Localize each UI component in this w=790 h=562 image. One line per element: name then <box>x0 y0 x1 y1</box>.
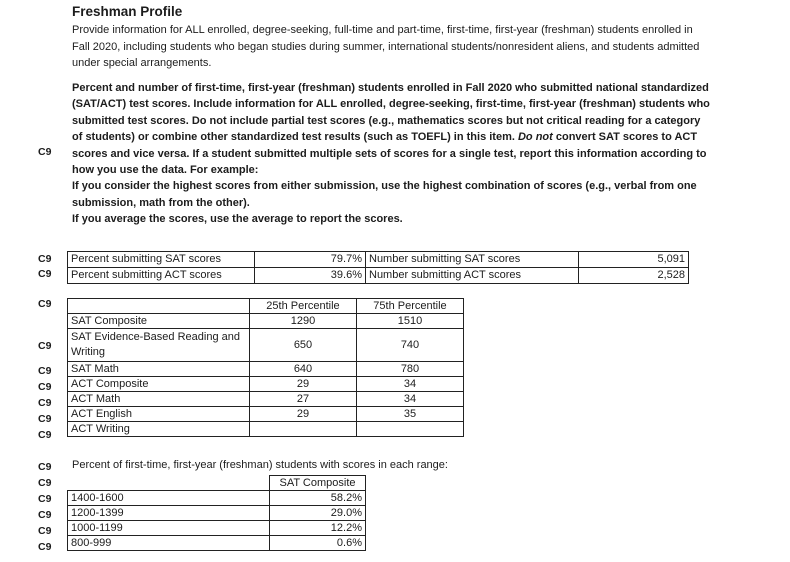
table-row <box>68 392 464 407</box>
submission-number-label: Number submitting ACT scores <box>366 268 579 284</box>
header-25th: 25th Percentile <box>250 299 357 314</box>
range-percent: 0.6% <box>270 536 366 551</box>
table-row <box>68 407 464 422</box>
range-label: 1000-1199 <box>68 521 270 536</box>
score-label: SAT Evidence-Based Reading and Writing <box>68 329 250 362</box>
submission-label: Percent submitting ACT scores <box>68 268 255 284</box>
score-label: SAT Composite <box>68 314 250 329</box>
header-75th: 75th Percentile <box>357 299 464 314</box>
score-25th: 29 <box>250 377 357 392</box>
table-row <box>68 268 689 284</box>
score-label: ACT Composite <box>68 377 250 392</box>
item-code: C9 <box>38 477 52 489</box>
item-code: C9 <box>38 146 52 158</box>
score-label: ACT Math <box>68 392 250 407</box>
submission-number-label: Number submitting SAT scores <box>366 252 579 268</box>
range-caption: Percent of first-time, first-year (freshman) students with scores in each range: <box>72 459 448 471</box>
score-75th: 740 <box>357 329 464 362</box>
instructions-block <box>72 80 712 228</box>
instructions-paragraph-1: Percent and number of first-time, first-year (freshman) students enrolled in Fall 2020 who submitted national standardized (SAT/ACT) test scores. Include information for ALL enrolled, degree-seeking, first-time, first-year (freshman) students who submitted test scores. Do not include partial test scores (e.g., mathematics scores but not critical reading for a category of students) or combine other standardized test results (such as TOEFL) in this item. Do not convert SAT scores to ACT scores and vice versa. If a student submitted multiple sets of scores for a single test, report this information according to how you use the data. For example: <box>72 82 710 177</box>
score-75th: 34 <box>357 377 464 392</box>
submission-percent: 39.6% <box>255 268 366 284</box>
item-code: C9 <box>38 365 52 377</box>
table-header-row <box>68 299 464 314</box>
score-25th: 650 <box>250 329 357 362</box>
range-percent: 12.2% <box>270 521 366 536</box>
score-25th: 1290 <box>250 314 357 329</box>
percentile-table <box>67 298 464 437</box>
item-code: C9 <box>38 429 52 441</box>
table-row <box>68 422 464 437</box>
submission-number: 2,528 <box>579 268 689 284</box>
item-code: C9 <box>38 381 52 393</box>
score-25th: 29 <box>250 407 357 422</box>
range-label: 1200-1399 <box>68 506 270 521</box>
instructions-paragraph-2: If you consider the highest scores from either submission, use the highest combination of scores (e.g., verbal from one submission, math from the other). <box>72 180 697 209</box>
range-label: 1400-1600 <box>68 491 270 506</box>
submission-percent: 79.7% <box>255 252 366 268</box>
table-row <box>68 506 366 521</box>
range-percent: 58.2% <box>270 491 366 506</box>
item-code: C9 <box>38 509 52 521</box>
item-code: C9 <box>38 461 52 473</box>
table-row <box>68 252 689 268</box>
score-75th: 34 <box>357 392 464 407</box>
item-code: C9 <box>38 298 52 310</box>
range-percent: 29.0% <box>270 506 366 521</box>
table-row <box>68 329 464 362</box>
table-row <box>68 314 464 329</box>
item-code: C9 <box>38 493 52 505</box>
instructions-paragraph-3: If you average the scores, use the average to report the scores. <box>72 213 403 226</box>
item-code: C9 <box>38 268 52 280</box>
table-row <box>68 521 366 536</box>
submission-number: 5,091 <box>579 252 689 268</box>
item-code: C9 <box>38 541 52 553</box>
intro-paragraph: Provide information for ALL enrolled, degree-seeking, full-time and part-time, first-time, first-year (freshman) students enrolled in Fall 2020, including students who began studies during summer, international students/nonresident aliens, and students admitted under special arrangements. <box>72 24 700 69</box>
range-label: 800-999 <box>68 536 270 551</box>
header-blank <box>68 476 270 491</box>
item-code: C9 <box>38 413 52 425</box>
score-25th: 640 <box>250 362 357 377</box>
submission-label: Percent submitting SAT scores <box>68 252 255 268</box>
score-label: ACT English <box>68 407 250 422</box>
item-code: C9 <box>38 340 52 352</box>
score-25th <box>250 422 357 437</box>
header-sat-composite: SAT Composite <box>270 476 366 491</box>
table-row <box>68 536 366 551</box>
score-label: ACT Writing <box>68 422 250 437</box>
table-row <box>68 377 464 392</box>
header-blank <box>68 299 250 314</box>
score-75th: 35 <box>357 407 464 422</box>
table-header-row <box>68 476 366 491</box>
section-title: Freshman Profile <box>72 4 183 19</box>
submission-table <box>67 251 689 284</box>
table-row <box>68 362 464 377</box>
item-code: C9 <box>38 525 52 537</box>
item-code: C9 <box>38 253 52 265</box>
score-label: SAT Math <box>68 362 250 377</box>
score-75th <box>357 422 464 437</box>
score-range-table <box>67 475 366 551</box>
table-row <box>68 491 366 506</box>
score-75th: 780 <box>357 362 464 377</box>
score-75th: 1510 <box>357 314 464 329</box>
score-25th: 27 <box>250 392 357 407</box>
item-code: C9 <box>38 397 52 409</box>
